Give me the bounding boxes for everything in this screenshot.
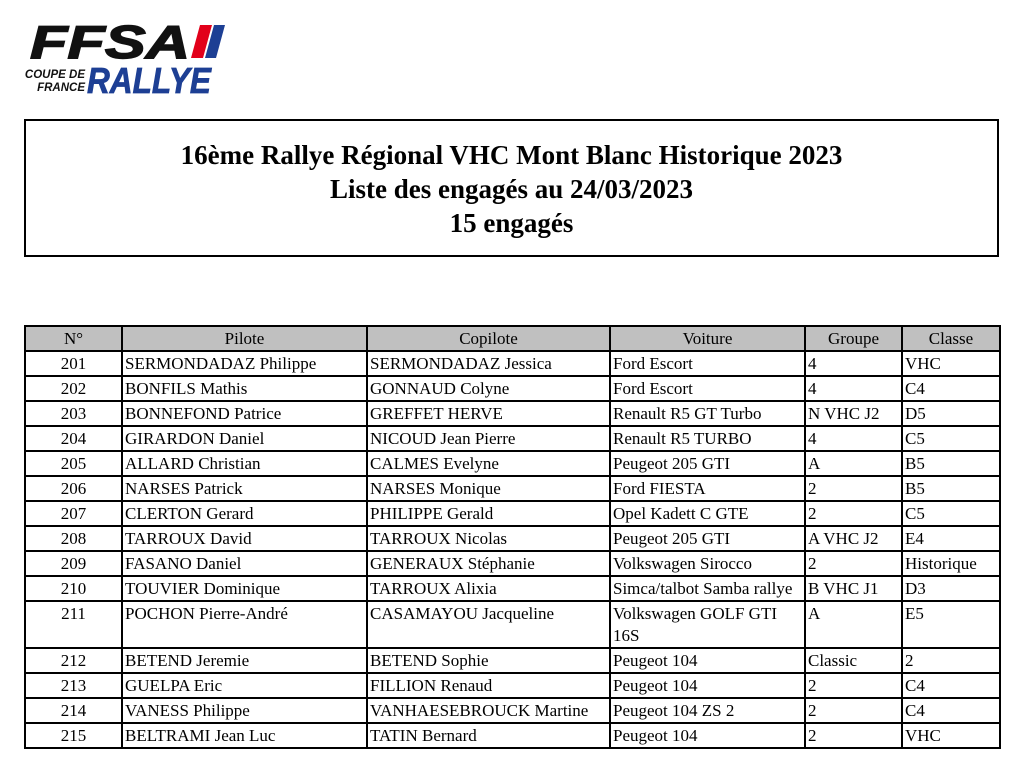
cell-classe: D5	[902, 401, 1000, 426]
cell-num: 211	[25, 601, 122, 648]
logo-rallye-text: RALLYE	[87, 60, 212, 100]
cell-voiture: Peugeot 104	[610, 673, 805, 698]
table-row	[25, 351, 1000, 376]
logo-ffsa-text: FFSA	[30, 16, 190, 68]
cell-copilote: VANHAESEBROUCK Martine	[367, 698, 610, 723]
cell-num: 210	[25, 576, 122, 601]
cell-groupe: N VHC J2	[805, 401, 902, 426]
cell-copilote: BETEND Sophie	[367, 648, 610, 673]
title-box	[24, 119, 999, 257]
cell-num: 213	[25, 673, 122, 698]
header-classe: Classe	[902, 326, 1000, 351]
table-row	[25, 576, 1000, 601]
cell-pilote: BELTRAMI Jean Luc	[122, 723, 367, 748]
cell-groupe: 2	[805, 501, 902, 526]
cell-copilote: TATIN Bernard	[367, 723, 610, 748]
cell-pilote: ALLARD Christian	[122, 451, 367, 476]
cell-classe: B5	[902, 451, 1000, 476]
cell-pilote: SERMONDADAZ Philippe	[122, 351, 367, 376]
cell-voiture: Opel Kadett C GTE	[610, 501, 805, 526]
table-row	[25, 551, 1000, 576]
cell-pilote: TARROUX David	[122, 526, 367, 551]
cell-pilote: CLERTON Gerard	[122, 501, 367, 526]
header-num: N°	[25, 326, 122, 351]
table-row	[25, 601, 1000, 648]
cell-copilote: CASAMAYOU Jacqueline	[367, 601, 610, 648]
cell-num: 209	[25, 551, 122, 576]
cell-groupe: A VHC J2	[805, 526, 902, 551]
cell-voiture: Volkswagen GOLF GTI 16S	[610, 601, 805, 648]
cell-voiture: Peugeot 205 GTI	[610, 526, 805, 551]
cell-pilote: BONFILS Mathis	[122, 376, 367, 401]
cell-voiture: Peugeot 104	[610, 723, 805, 748]
logo-coupe-de-text: COUPE DE	[24, 69, 85, 81]
cell-copilote: GREFFET HERVE	[367, 401, 610, 426]
cell-copilote: PHILIPPE Gerald	[367, 501, 610, 526]
table-body	[25, 351, 1000, 748]
cell-classe: C5	[902, 501, 1000, 526]
cell-voiture: Peugeot 104 ZS 2	[610, 698, 805, 723]
cell-copilote: TARROUX Nicolas	[367, 526, 610, 551]
cell-pilote: BONNEFOND Patrice	[122, 401, 367, 426]
cell-classe: D3	[902, 576, 1000, 601]
entries-table	[24, 325, 1001, 749]
cell-voiture: Peugeot 205 GTI	[610, 451, 805, 476]
cell-num: 204	[25, 426, 122, 451]
cell-voiture: Renault R5 TURBO	[610, 426, 805, 451]
logo-france-text: FRANCE	[37, 82, 85, 94]
entry-count: 15 engagés	[449, 208, 574, 238]
cell-classe: VHC	[902, 351, 1000, 376]
ffsa-rallye-logo	[0, 0, 240, 100]
table-row	[25, 476, 1000, 501]
document-title: 16ème Rallye Régional VHC Mont Blanc Historique 2023	[180, 140, 843, 170]
cell-voiture: Renault R5 GT Turbo	[610, 401, 805, 426]
cell-num: 201	[25, 351, 122, 376]
cell-groupe: 2	[805, 551, 902, 576]
cell-num: 203	[25, 401, 122, 426]
cell-copilote: GENERAUX Stéphanie	[367, 551, 610, 576]
cell-voiture: Simca/talbot Samba rallye	[610, 576, 805, 601]
cell-num: 207	[25, 501, 122, 526]
cell-voiture: Ford Escort	[610, 351, 805, 376]
cell-pilote: FASANO Daniel	[122, 551, 367, 576]
cell-classe: C5	[902, 426, 1000, 451]
header-copilote: Copilote	[367, 326, 610, 351]
cell-copilote: TARROUX Alixia	[367, 576, 610, 601]
cell-copilote: NARSES Monique	[367, 476, 610, 501]
cell-groupe: 2	[805, 476, 902, 501]
cell-copilote: CALMES Evelyne	[367, 451, 610, 476]
document-subtitle: Liste des engagés au 24/03/2023	[329, 174, 693, 204]
cell-voiture: Peugeot 104	[610, 648, 805, 673]
header-groupe: Groupe	[805, 326, 902, 351]
cell-pilote: GIRARDON Daniel	[122, 426, 367, 451]
cell-copilote: NICOUD Jean Pierre	[367, 426, 610, 451]
cell-groupe: 2	[805, 698, 902, 723]
cell-classe: C4	[902, 673, 1000, 698]
cell-voiture: Ford FIESTA	[610, 476, 805, 501]
cell-groupe: 2	[805, 723, 902, 748]
cell-groupe: Classic	[805, 648, 902, 673]
cell-classe: 2	[902, 648, 1000, 673]
cell-pilote: TOUVIER Dominique	[122, 576, 367, 601]
cell-pilote: NARSES Patrick	[122, 476, 367, 501]
cell-num: 215	[25, 723, 122, 748]
cell-groupe: 2	[805, 673, 902, 698]
table-row	[25, 401, 1000, 426]
table-row	[25, 376, 1000, 401]
cell-pilote: POCHON Pierre-André	[122, 601, 367, 648]
cell-num: 206	[25, 476, 122, 501]
table-row	[25, 426, 1000, 451]
table-row	[25, 673, 1000, 698]
cell-copilote: SERMONDADAZ Jessica	[367, 351, 610, 376]
cell-groupe: 4	[805, 351, 902, 376]
cell-groupe: A	[805, 601, 902, 648]
header-row	[25, 326, 1000, 351]
cell-classe: E5	[902, 601, 1000, 648]
table-header	[25, 326, 1000, 351]
cell-num: 205	[25, 451, 122, 476]
cell-classe: B5	[902, 476, 1000, 501]
cell-pilote: BETEND Jeremie	[122, 648, 367, 673]
cell-groupe: 4	[805, 376, 902, 401]
cell-num: 212	[25, 648, 122, 673]
table-row	[25, 648, 1000, 673]
header-voiture: Voiture	[610, 326, 805, 351]
header-pilote: Pilote	[122, 326, 367, 351]
cell-voiture: Ford Escort	[610, 376, 805, 401]
cell-groupe: 4	[805, 426, 902, 451]
cell-num: 214	[25, 698, 122, 723]
cell-num: 208	[25, 526, 122, 551]
table-row	[25, 526, 1000, 551]
cell-classe: VHC	[902, 723, 1000, 748]
table-row	[25, 698, 1000, 723]
cell-classe: E4	[902, 526, 1000, 551]
cell-classe: C4	[902, 376, 1000, 401]
table-row	[25, 451, 1000, 476]
cell-copilote: FILLION Renaud	[367, 673, 610, 698]
table-row	[25, 723, 1000, 748]
cell-num: 202	[25, 376, 122, 401]
cell-voiture: Volkswagen Sirocco	[610, 551, 805, 576]
cell-classe: C4	[902, 698, 1000, 723]
cell-copilote: GONNAUD Colyne	[367, 376, 610, 401]
cell-classe: Historique	[902, 551, 1000, 576]
cell-groupe: B VHC J1	[805, 576, 902, 601]
cell-pilote: VANESS Philippe	[122, 698, 367, 723]
table-row	[25, 501, 1000, 526]
cell-groupe: A	[805, 451, 902, 476]
cell-pilote: GUELPA Eric	[122, 673, 367, 698]
